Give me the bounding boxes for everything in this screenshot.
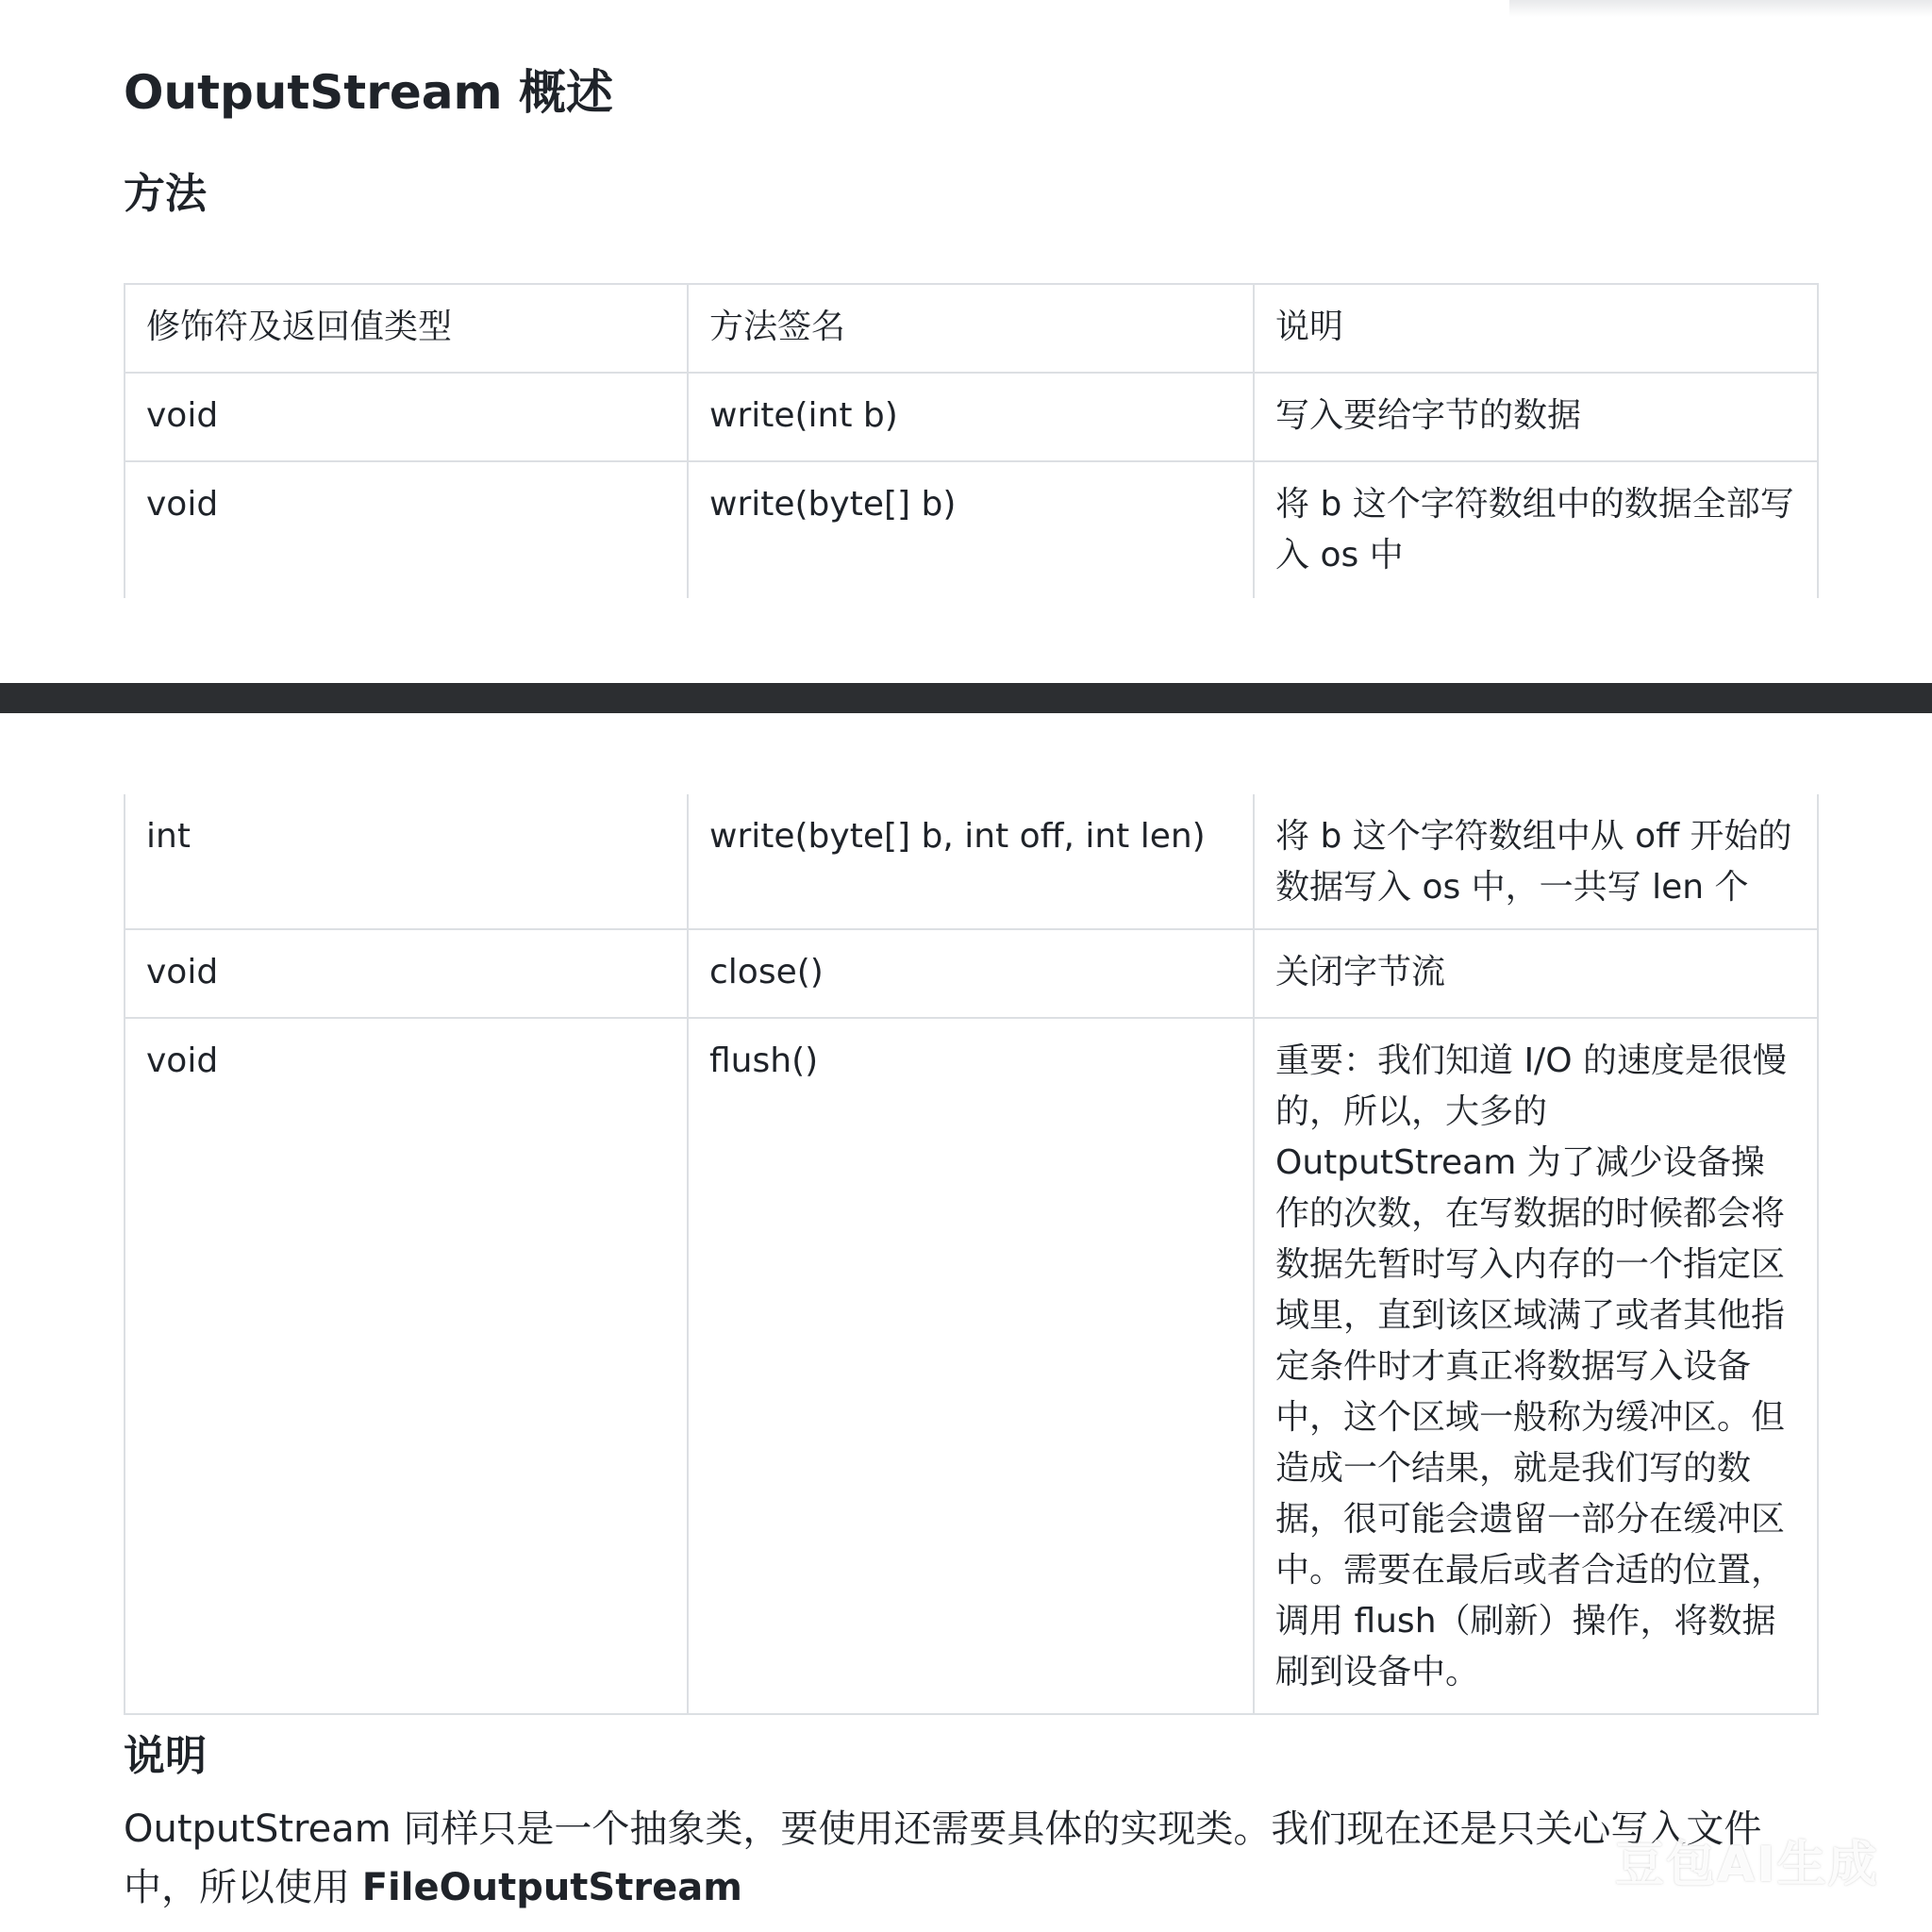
row-description: 关闭字节流 [1254,929,1818,1018]
note-heading: 说明 [124,1732,207,1780]
watermark: 豆包AI生成 [1615,1837,1879,1893]
row-description: 将 b 这个字符数组中从 off 开始的数据写入 os 中，一共写 len 个 [1254,794,1818,929]
note-text: OutputStream 同样只是一个抽象类，要使用还需要具体的实现类。我们现在还是只关心写入文件中，所以使用 [124,1807,1762,1909]
row-type: void [125,461,688,598]
row-signature: write(byte[] b, int off, int len) [688,794,1254,929]
row-signature: flush() [688,1018,1254,1714]
row-description: 重要：我们知道 I/O 的速度是很慢的，所以，大多的 OutputStream 为了减少设备操作的次数，在写数据的时候都会将数据先暂时写入内存的一个指定区域里，直到该区域满了或者其他指定条件时才真正将数据写入设备中，这个区域一般称为缓冲区。但造成一个结果，就是我们写的数据，很可能会遗留一部分在缓冲区中。需要在最后或者合适的位置，调用 flush（刷新）操作，将数据刷到设备中。 [1254,1018,1818,1714]
row-type: int [125,794,688,929]
row-signature: write(byte[] b) [688,461,1254,598]
table-row [125,794,1818,929]
note-strong-class: FileOutputStream [361,1866,742,1909]
note-paragraph [124,1800,1822,1917]
row-signature: close() [688,929,1254,1018]
header-description: 说明 [1254,284,1818,373]
methods-table-bottom [124,794,1819,1715]
methods-table-top [124,283,1819,598]
row-type: void [125,373,688,461]
header-return-type: 修饰符及返回值类型 [125,284,688,373]
row-description: 写入要给字节的数据 [1254,373,1818,461]
page-title: OutputStream 概述 [124,65,614,120]
methods-heading: 方法 [124,170,207,218]
row-description: 将 b 这个字符数组中的数据全部写入 os 中 [1254,461,1818,598]
table-header-row [125,284,1818,373]
row-type: void [125,929,688,1018]
top-shadow [1509,0,1932,17]
header-signature: 方法签名 [688,284,1254,373]
table-row [125,929,1818,1018]
page-divider [0,683,1932,713]
row-signature: write(int b) [688,373,1254,461]
table-row [125,461,1818,598]
row-type: void [125,1018,688,1714]
table-row [125,1018,1818,1714]
table-row [125,373,1818,461]
